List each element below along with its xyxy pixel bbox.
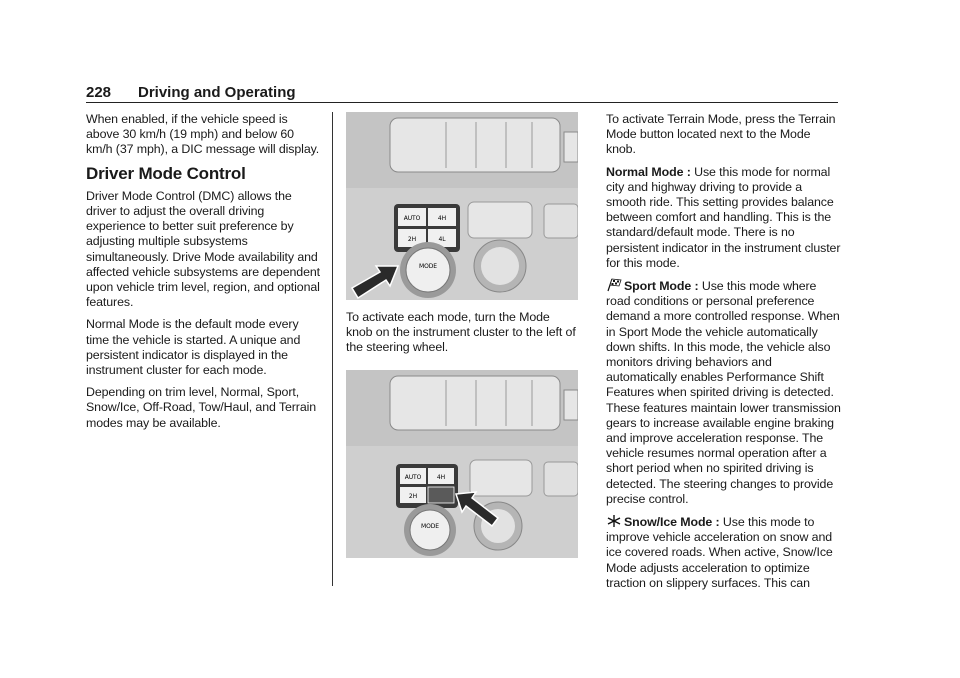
column-divider	[332, 112, 333, 586]
figure-terrain-button	[346, 370, 578, 558]
fig1-label-2h: 2H	[407, 236, 417, 243]
paragraph-dmc-intro: Driver Mode Control (DMC) allows the driver to adjust the overall driving experience to better suit preference by adjusting multiple subsystems simultaneously. Drive Mode availability and affected vehicle subsystems are dependent upon vehicle trim level, region, and optional features.	[86, 188, 320, 310]
page-header	[86, 84, 838, 104]
term-snow-mode: Snow/Ice Mode :	[624, 515, 720, 530]
page-number: 228	[86, 84, 112, 101]
paragraph-sport-mode	[606, 278, 842, 507]
header-rule	[86, 102, 838, 103]
caption-mode-knob: To activate each mode, turn the Mode knob on the instrument cluster to the left of the steering wheel.	[346, 310, 576, 355]
column-middle	[346, 112, 578, 568]
sport-flag-icon	[606, 278, 622, 292]
text-normal-mode: Use this mode for normal city and highway driving to provide a smooth ride. This setting provides balance between comfort and handling. This is the standard/default mode. There is no persistent indicator in the instrument cluster for this mode.	[606, 164, 841, 270]
paragraph-dic-message: When enabled, if the vehicle speed is above 30 km/h (19 mph) and below 60 km/h (37 mph), a DIC message will display.	[86, 112, 320, 157]
term-normal-mode: Normal Mode :	[606, 164, 691, 179]
section-title: Driving and Operating	[138, 84, 296, 101]
paragraph-terrain-mode: To activate Terrain Mode, press the Terrain Mode button located next to the Mode knob.	[606, 112, 836, 157]
fig1-label-mode: MODE	[419, 263, 437, 270]
fig1-label-4h: 4H	[437, 215, 447, 222]
fig2-label-auto: AUTO	[404, 473, 422, 481]
column-right	[606, 112, 842, 598]
paragraph-available-modes: Depending on trim level, Normal, Sport, Snow/Ice, Off-Road, Tow/Haul, and Terrain modes may be available.	[86, 385, 317, 430]
paragraph-normal-default: Normal Mode is the default mode every time the vehicle is started. A unique and persistent indicator is displayed in the instrument cluster for each mode.	[86, 317, 301, 378]
paragraph-normal-mode	[606, 165, 842, 271]
text-snow-mode: Use this mode to improve vehicle acceleration on snow and ice covered roads. When active, Snow/Ice Mode adjusts acceleration to optimize traction on slippery surfaces. This can	[606, 515, 833, 590]
fig2-label-mode: MODE	[421, 522, 439, 530]
column-left	[86, 112, 320, 438]
fig2-label-4h: 4H	[436, 473, 446, 481]
fig2-label-2h: 2H	[408, 492, 418, 500]
paragraph-snow-mode	[606, 514, 842, 591]
text-sport-mode: Use this mode where road conditions or personal preference demand a more controlled response. When in Sport Mode the vehicle automatically down shifts. In this mode, the vehicle also monitors driving behaviors and automatically enables Performance Shift Features when spirited driving is detected. These features maintain lower transmission gears to increase available engine braking and improve acceleration response. The vehicle resumes normal operation after a short period when no spirited driving is detected. The steering changes to provide precise control.	[606, 279, 841, 506]
figure-mode-knob	[346, 112, 578, 300]
snowflake-icon	[606, 514, 622, 528]
fig1-label-4l: 4L	[438, 236, 446, 243]
term-sport-mode: Sport Mode :	[624, 279, 699, 294]
fig1-label-auto: AUTO	[403, 215, 421, 222]
heading-driver-mode-control: Driver Mode Control	[86, 163, 246, 183]
